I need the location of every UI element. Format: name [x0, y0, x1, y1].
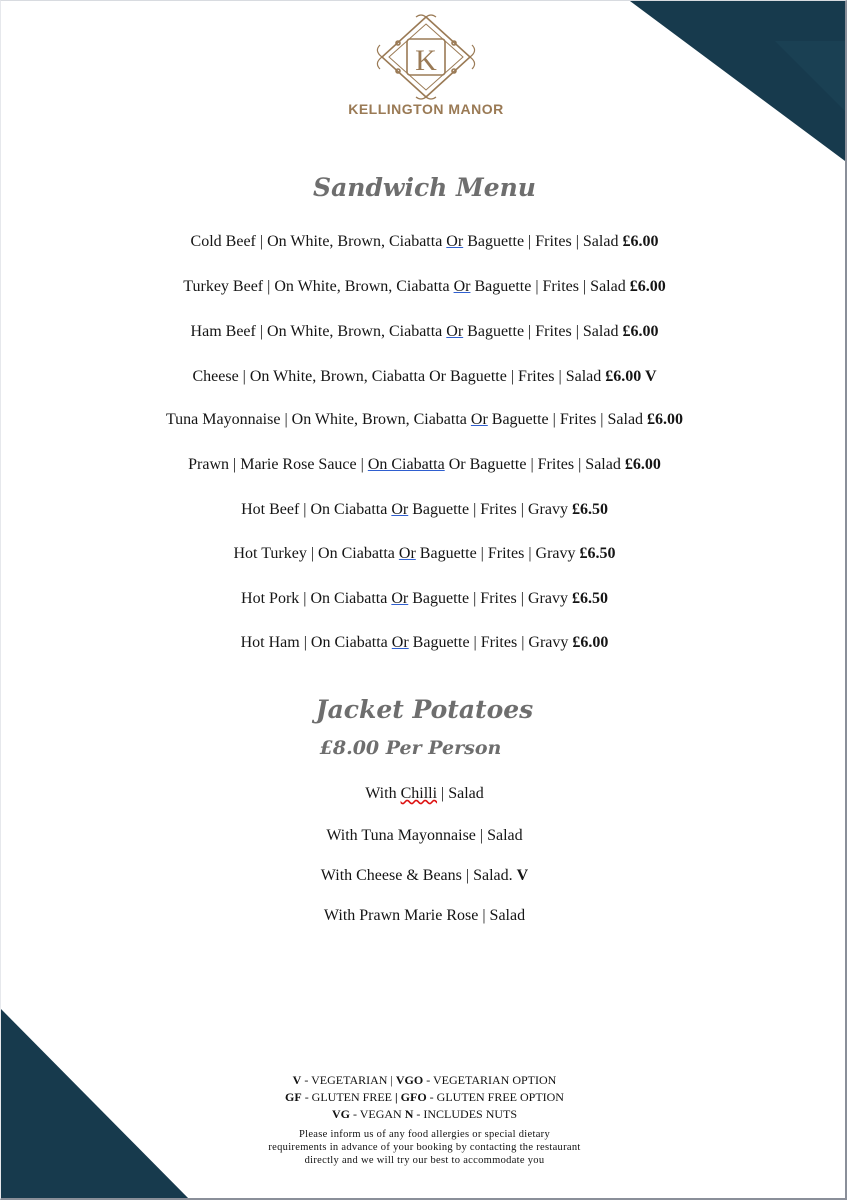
top-right-corner-decoration [625, 1, 845, 161]
item-description: Turkey Beef | On White, Brown, Ciabatta [183, 278, 454, 295]
allergy-note-line-1: Please inform us of any food allergies or special dietary [298, 1129, 551, 1140]
item-description: Hot Turkey | On Ciabatta [233, 545, 399, 562]
sandwich-item [1, 455, 847, 475]
jacket-item [1, 826, 847, 846]
item-price: £6.00 V [605, 368, 657, 385]
item-description: Baguette | Frites | Gravy [408, 501, 572, 518]
legend-key-vgo: VGO [395, 1073, 424, 1087]
item-or-link: Or [446, 233, 464, 250]
sandwich-menu-title: Sandwich Menu [313, 173, 536, 202]
sandwich-item [1, 322, 847, 342]
item-price: £6.50 [571, 590, 608, 607]
sandwich-item [1, 633, 847, 653]
item-description: With Tuna Mayonnaise | Salad [326, 827, 523, 844]
legend-text: - GLUTEN FREE OPTION [426, 1090, 564, 1104]
legend-line-3 [1, 1106, 847, 1123]
item-or-link: Or [470, 411, 488, 428]
allergy-note-line-2: requirements in advance of your booking by contacting the restaurant [268, 1142, 581, 1153]
legend-line-1 [1, 1072, 847, 1089]
sandwich-item [1, 232, 847, 252]
brand-logo [341, 13, 511, 123]
jacket-potatoes-title: Jacket Potatoes [315, 695, 534, 724]
item-price: £6.00 [624, 456, 661, 473]
item-description: Hot Beef | On Ciabatta [241, 501, 392, 518]
item-description: Tuna Mayonnaise | On White, Brown, Ciabatta [165, 411, 471, 428]
item-description: Baguette | Frites | Salad [487, 411, 648, 428]
item-description: Baguette | Frites | Salad [470, 278, 630, 295]
item-spellcheck-word: Chilli [400, 785, 438, 802]
sandwich-item [1, 410, 847, 430]
item-description: Hot Pork | On Ciabatta [241, 590, 392, 607]
legend-text: - VEGAN [349, 1107, 405, 1121]
legend-key-gfo: | GFO [395, 1090, 427, 1104]
sandwich-item [1, 589, 847, 609]
jacket-potatoes-price: £8.00 Per Person [319, 737, 502, 759]
legend-key-vg: VG [331, 1107, 350, 1121]
item-or-link: Or [391, 590, 409, 607]
item-description: | Salad [437, 785, 484, 802]
item-description: With [365, 785, 401, 802]
item-description: Baguette | Frites | Salad [463, 233, 623, 250]
legend-key-gf: GF [285, 1090, 302, 1104]
monogram-letter: K [415, 44, 437, 77]
item-description: Cold Beef | On White, Brown, Ciabatta [190, 233, 447, 250]
item-description: Baguette | Frites | Gravy [408, 634, 573, 651]
sandwich-item [1, 544, 847, 564]
item-description: Baguette | Frites | Gravy [408, 590, 572, 607]
item-dietary-tag: V [516, 867, 529, 884]
item-description: Baguette | Frites | Salad [463, 323, 623, 340]
jacket-item [1, 866, 847, 886]
item-price: £6.00 [572, 634, 609, 651]
legend-line-2 [1, 1089, 847, 1106]
item-description: Or Baguette | Frites | Salad [444, 456, 625, 473]
jacket-item [1, 906, 847, 926]
item-description: Cheese | On White, Brown, Ciabatta Or Baguette | Frites | Salad [192, 368, 606, 385]
item-price: £6.00 [647, 411, 684, 428]
item-description: Ham Beef | On White, Brown, Ciabatta [190, 323, 447, 340]
item-description: With Prawn Marie Rose | Salad [323, 907, 526, 924]
item-description: Prawn | Marie Rose Sauce | [188, 456, 368, 473]
legend-text: - VEGETARIAN | [301, 1073, 396, 1087]
legend-key-v: V [292, 1073, 302, 1087]
allergy-note-line-3: directly and we will try our best to accommodate you [304, 1155, 545, 1166]
item-description: Hot Ham | On Ciabatta [240, 634, 392, 651]
item-description: With Cheese & Beans | Salad. [320, 867, 517, 884]
item-or-link: Or [391, 634, 409, 651]
sandwich-item [1, 500, 847, 520]
item-price: £6.50 [571, 501, 608, 518]
item-or-link: On Ciabatta [367, 456, 445, 473]
item-price: £6.00 [622, 323, 659, 340]
legend-text: - INCLUDES NUTS [413, 1107, 518, 1121]
legend-key-n: N [404, 1107, 414, 1121]
item-description: Baguette | Frites | Gravy [415, 545, 580, 562]
item-price: £6.00 [629, 278, 666, 295]
item-or-link: Or [446, 323, 464, 340]
sandwich-item [1, 277, 847, 297]
sandwich-item [1, 367, 847, 387]
monogram-logo-icon [341, 13, 511, 101]
item-or-link: Or [453, 278, 471, 295]
item-price: £6.00 [622, 233, 659, 250]
item-or-link: Or [391, 501, 409, 518]
legend-text: - VEGETARIAN OPTION [423, 1073, 557, 1087]
jacket-item [1, 784, 847, 804]
item-or-link: Or [398, 545, 416, 562]
item-price: £6.50 [579, 545, 616, 562]
legend-text: - GLUTEN FREE [301, 1090, 396, 1104]
brand-name: KELLINGTON MANOR [348, 101, 504, 117]
